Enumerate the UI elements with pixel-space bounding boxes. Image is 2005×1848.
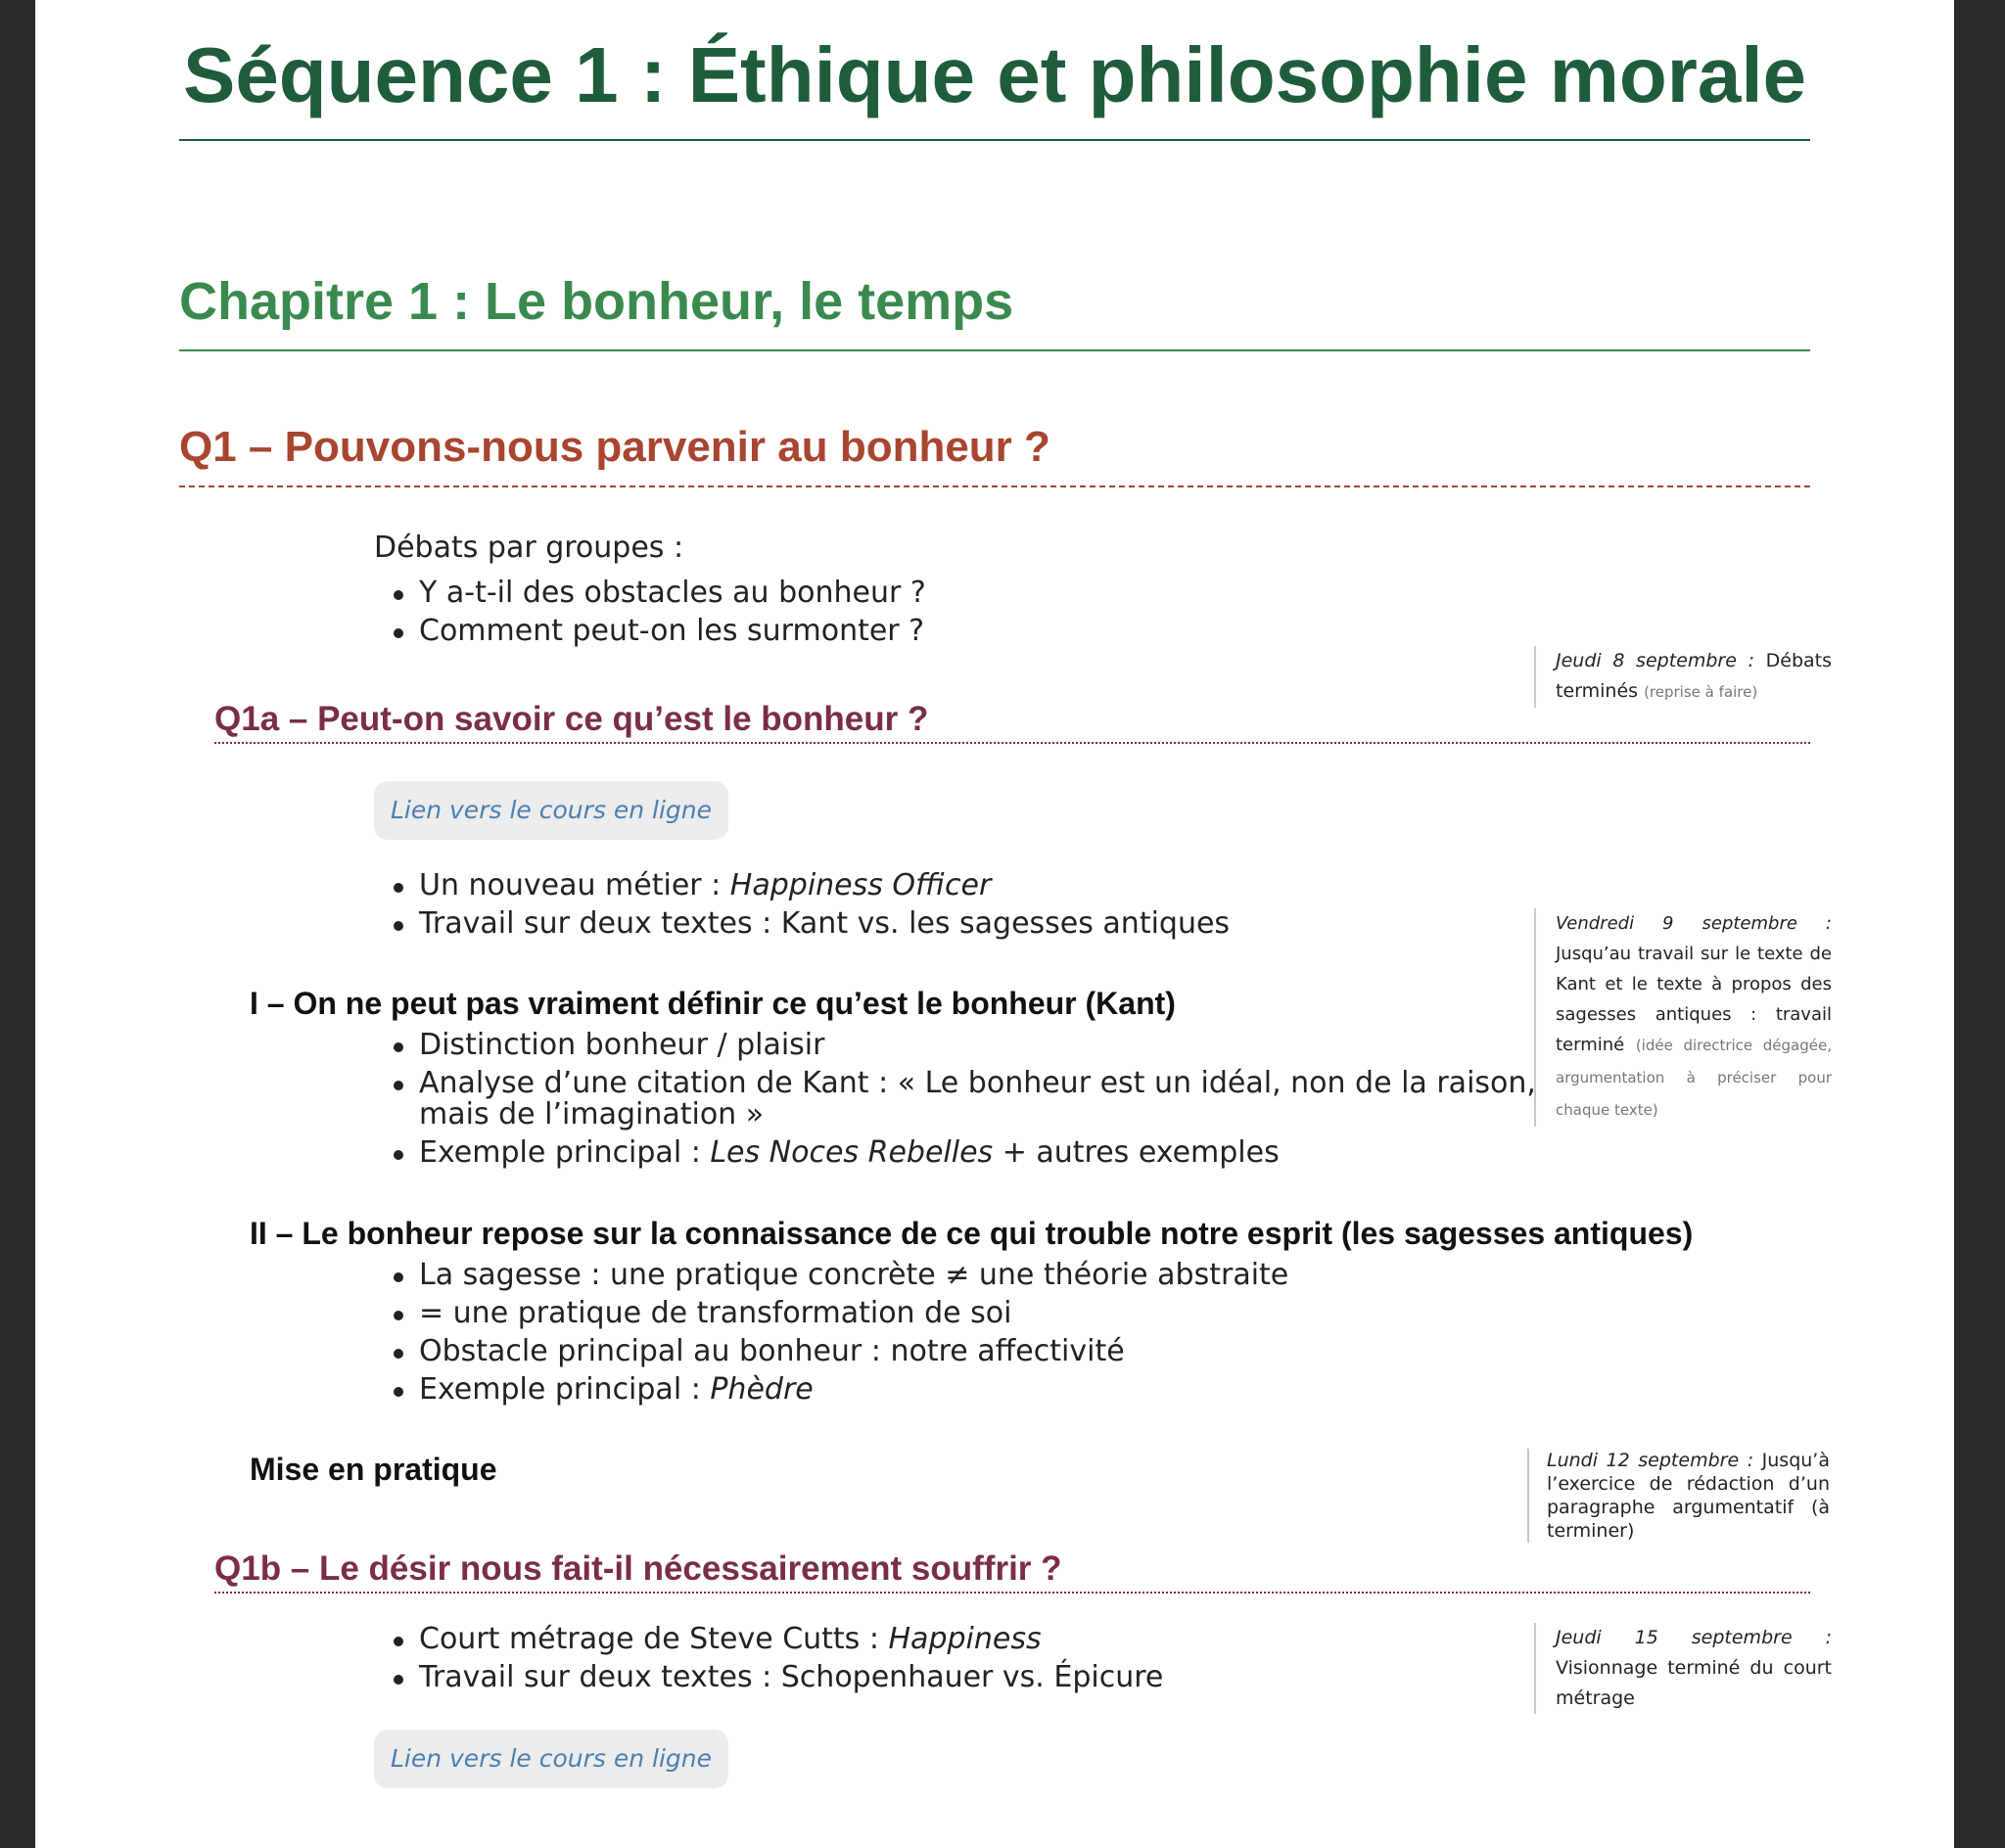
q1-intro: Débats par groupes : — [374, 531, 684, 565]
note-body: Visionnage terminé du court métrage — [1556, 1657, 1832, 1709]
session-note-3 — [1527, 1449, 1830, 1543]
list-item: Y a-t-il des obstacles au bonheur ? — [390, 578, 926, 609]
chapter-divider — [179, 349, 1810, 351]
section-1-title: I – On ne peut pas vraiment définir ce qu’est le bonheur (Kant) — [250, 986, 1176, 1021]
list-item: Comment peut-on les surmonter ? — [390, 616, 926, 647]
list-item: Travail sur deux textes : Kant vs. les sagesses antiques — [390, 908, 1230, 940]
q1a-bullet-list — [390, 870, 1230, 947]
note-detail: (idée directrice dégagée, argumentation à préciser pour chaque texte) — [1556, 1037, 1832, 1119]
sequence-divider — [179, 139, 1810, 141]
section-2-title: II – Le bonheur repose sur la connaissance de ce qui trouble notre esprit (les sagesses antiques) — [250, 1216, 1694, 1251]
session-note-4 — [1534, 1623, 1832, 1714]
note-date: Vendredi 9 septembre : — [1556, 913, 1832, 934]
note-body: Jusqu’à l’exercice de rédaction d’un paragraphe argumentatif (à terminer) — [1547, 1450, 1830, 1542]
q1b-title: Q1b – Le désir nous fait-il nécessairement souffrir ? — [214, 1549, 1062, 1588]
online-course-link[interactable]: Lien vers le cours en ligne — [374, 1730, 728, 1788]
q1b-divider — [214, 1592, 1810, 1594]
document-content — [179, 0, 1832, 1848]
note-date: Jeudi 15 septembre : — [1556, 1627, 1832, 1648]
note-body: Jusqu’au travail sur le texte de Kant et le texte à propos des sagesses antiques : travail terminé — [1556, 944, 1832, 1055]
note-date: Lundi 12 septembre : — [1547, 1450, 1754, 1471]
sequence-title: Séquence 1 : Éthique et philosophie morale — [182, 31, 1807, 118]
note-date: Jeudi 8 septembre : — [1556, 650, 1754, 671]
session-note-1 — [1534, 646, 1832, 708]
list-item: = une pratique de transformation de soi — [390, 1298, 1288, 1329]
q1a-divider — [214, 742, 1810, 744]
list-item: Un nouveau métier : Happiness Officer — [390, 870, 1230, 901]
section-1-bullet-list — [390, 1030, 1545, 1176]
list-item: La sagesse : une pratique concrète ≠ une théorie abstraite — [390, 1260, 1288, 1291]
note-detail: (reprise à faire) — [1644, 683, 1758, 701]
chapter-title: Chapitre 1 : Le bonheur, le temps — [179, 272, 1014, 331]
q1-divider — [179, 485, 1810, 487]
online-course-link[interactable]: Lien vers le cours en ligne — [374, 781, 728, 840]
note-body: Débats terminés — [1556, 650, 1832, 702]
list-item: Exemple principal : Phèdre — [390, 1374, 1288, 1406]
q1-bullet-list — [390, 578, 926, 654]
list-item: Exemple principal : Les Noces Rebelles + autres exemples — [390, 1137, 1545, 1169]
q1b-bullet-list — [390, 1624, 1163, 1700]
q1-title: Q1 – Pouvons-nous parvenir au bonheur ? — [179, 423, 1050, 471]
list-item: Distinction bonheur / plaisir — [390, 1030, 1545, 1061]
list-item: Travail sur deux textes : Schopenhauer vs. Épicure — [390, 1662, 1163, 1693]
list-item: Obstacle principal au bonheur : notre affectivité — [390, 1336, 1288, 1367]
list-item: Court métrage de Steve Cutts : Happiness — [390, 1624, 1163, 1655]
q1a-title: Q1a – Peut-on savoir ce qu’est le bonheur ? — [214, 700, 929, 738]
practice-title: Mise en pratique — [250, 1452, 497, 1487]
list-item: Analyse d’une citation de Kant : « Le bonheur est un idéal, non de la raison, mais de l’imagination » — [390, 1068, 1545, 1131]
document-page — [35, 0, 1954, 1848]
session-note-2 — [1534, 908, 1832, 1127]
section-2-bullet-list — [390, 1260, 1288, 1412]
